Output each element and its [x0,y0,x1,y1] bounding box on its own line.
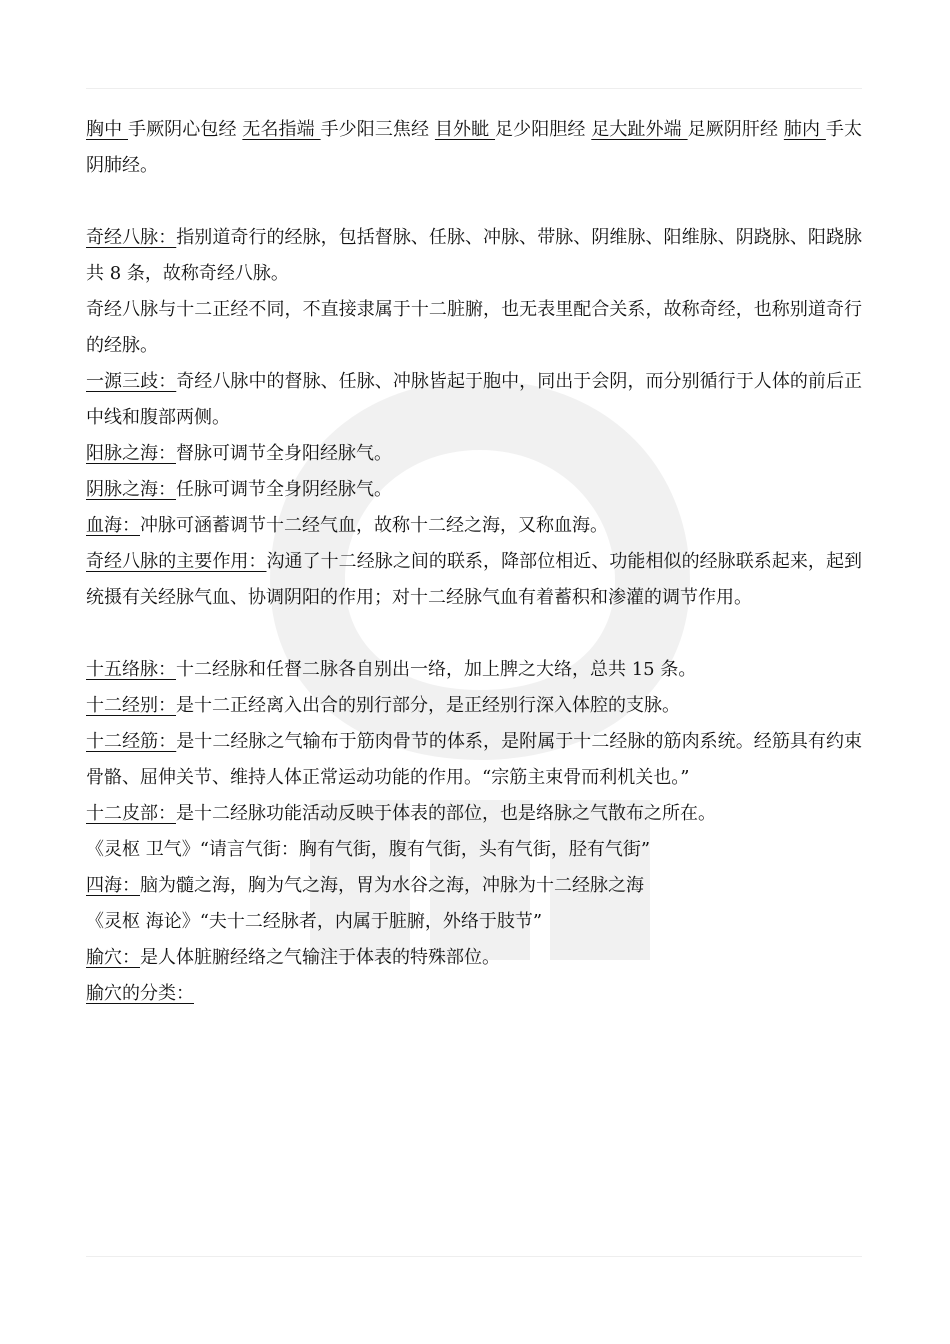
term-label: 腧穴： [86,947,140,968]
term-label: 阳脉之海： [86,443,176,464]
body-text: 沟通了十二经脉之间的联系，降部位相近、功能相似的经脉联系起来，起到统摄有关经脉气血、协调阴阳的作用；对十二经脉气血有着蓄积和渗灌的调节作用。 [86,551,863,608]
paragraph [86,940,862,976]
paragraph [86,544,862,616]
paragraph [86,508,862,544]
paragraph [86,904,862,940]
paragraph-gap [86,184,862,220]
term-label: 四海： [86,875,140,896]
term-label: 十二皮部： [86,803,176,824]
paragraph [86,220,862,292]
body-text: 是十二正经离入出合的别行部分，是正经别行深入体腔的支脉。 [176,695,680,716]
body-text: 奇经八脉中的督脉、任脉、冲脉皆起于胞中，同出于会阴，而分别循行于人体的前后正中线和腹部两侧。 [86,371,863,428]
paragraph [86,112,862,184]
footer-rule [86,1256,862,1257]
term-label: 十二经筋： [86,731,177,752]
body-text: 《灵枢 海论》“夫十二经脉者，内属于脏腑，外络于肢节” [86,911,543,932]
paragraph [86,688,862,724]
term-label: 肺内 [783,119,826,140]
body-text: 督脉可调节全身阳经脉气。 [176,443,392,464]
body-text: 十二经脉和任督二脉各自别出一络，加上脾之大络，总共 15 条。 [176,659,697,680]
body-text: 手厥阴心包经 [128,119,243,140]
body-text: 任脉可调节全身阴经脉气。 [176,479,392,500]
body-text: 是十二经脉之气输布于筋肉骨节的体系，是附属于十二经脉的筋肉系统。经筋具有约束骨骼、屈伸关节、维持人体正常运动功能的作用。“宗筋主束骨而利机关也。” [86,731,863,788]
paragraph [86,832,862,868]
term-label: 无名指端 [242,119,321,140]
body-text: 手太阴肺经。 [86,119,862,176]
body-text: 脑为髓之海，胸为气之海，胃为水谷之海，冲脉为十二经脉之海 [140,875,644,896]
paragraph [86,724,862,796]
term-label: 足大趾外端 [591,119,688,140]
term-label: 腧穴的分类： [86,983,194,1004]
body-text: 手少阳三焦经 [320,119,435,140]
body-text: 是十二经脉功能活动反映于体表的部位，也是络脉之气散布之所在。 [176,803,716,824]
paragraph [86,292,862,364]
term-label: 胸中 [86,119,128,140]
paragraph [86,364,862,436]
body-text: 奇经八脉与十二正经不同，不直接隶属于十二脏腑，也无表里配合关系，故称奇经，也称别道奇行的经脉。 [86,299,862,356]
body-text: 足少阳胆经 [495,119,592,140]
body-text: 是人体脏腑经络之气输注于体表的特殊部位。 [140,947,500,968]
body-text: 足厥阴肝经 [687,119,784,140]
term-label: 奇经八脉的主要作用： [86,551,267,572]
paragraph [86,436,862,472]
paragraph [86,976,862,1012]
paragraph [86,472,862,508]
paragraph [86,652,862,688]
term-label: 十二经别： [86,695,176,716]
term-label: 目外眦 [434,119,496,140]
term-label: 十五络脉： [86,659,176,680]
term-label: 阴脉之海： [86,479,176,500]
body-text: 指别道奇行的经脉，包括督脉、任脉、冲脉、带脉、阴维脉、阳维脉、阴跷脉、阳跷脉共 8 条，故称奇经八脉。 [86,227,863,284]
paragraph [86,868,862,904]
document-body [86,112,862,1012]
header-rule [86,88,862,89]
term-label: 奇经八脉： [86,227,177,248]
paragraph-gap [86,616,862,652]
term-label: 血海： [86,515,140,536]
paragraph [86,796,862,832]
body-text: 《灵枢 卫气》“请言气街：胸有气街，腹有气街，头有气街，胫有气街” [86,839,651,860]
body-text: 冲脉可涵蓄调节十二经气血，故称十二经之海，又称血海。 [140,515,608,536]
term-label: 一源三歧： [86,371,177,392]
